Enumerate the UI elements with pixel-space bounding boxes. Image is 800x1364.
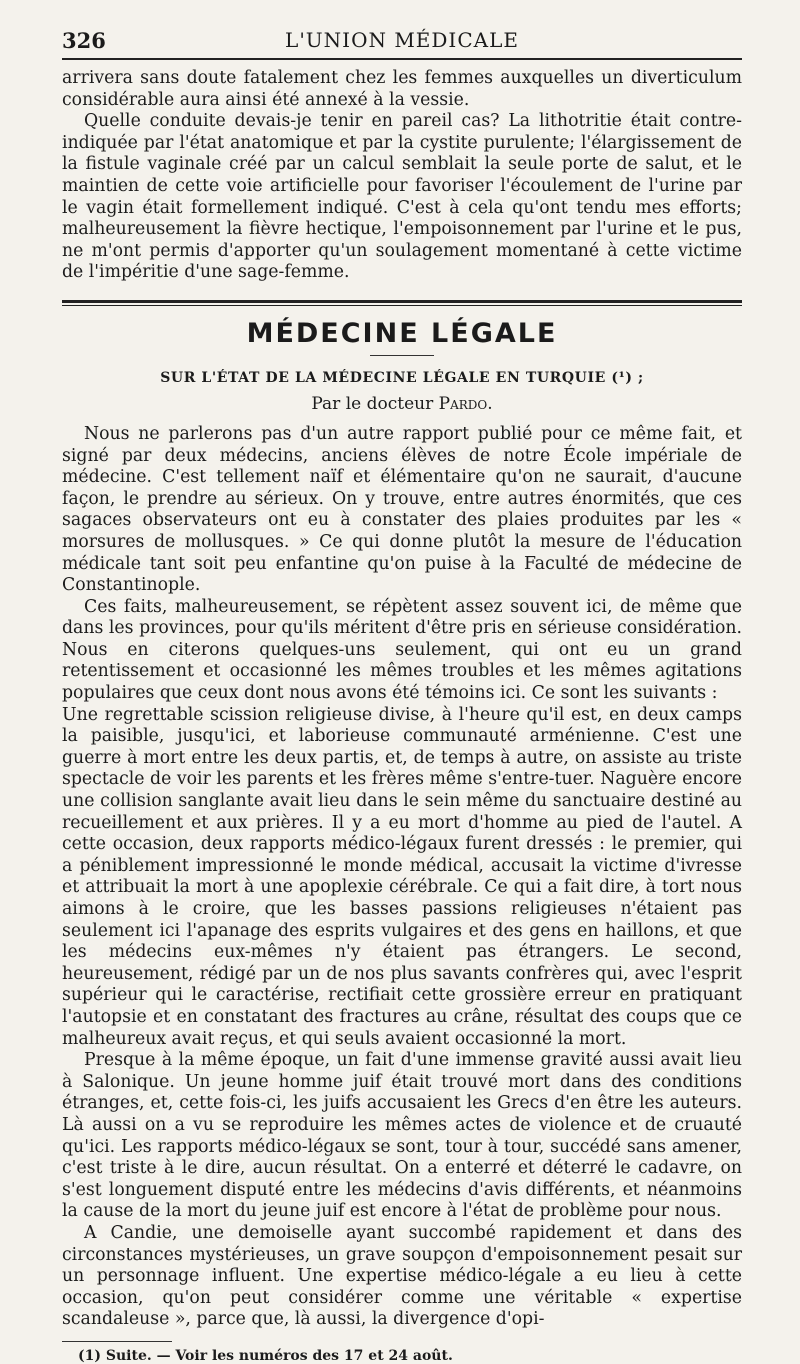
- article-paragraph: A Candie, une demoiselle ayant succombé rapidement et dans des circonstances mystérieuses, un grave soupçon d'empoisonnement pesait sur un personnage influent. Une expertise médico-légale a eu lieu à cette occasion, qu'on peut considérer comme une véritable « expertise scandaleuse », parce que, là aussi, la divergence d'opi-: [62, 1222, 742, 1330]
- section-divider: [62, 300, 742, 306]
- author-name: Pardo.: [438, 393, 493, 414]
- page-number: 326: [62, 28, 106, 53]
- section-title: MÉDECINE LÉGALE: [246, 317, 558, 349]
- byline: [62, 394, 742, 414]
- article-paragraph: Une regrettable scission religieuse divise, à l'heure qu'il est, en deux camps la paisible, jusqu'ici, et laborieuse communauté arménienne. C'est une guerre à mort entre les deux partis, et, de temps à autre, on assiste au triste spectacle de voir les parents et les frères même s'entre-tuer. Naguère encore une collision sanglante avait lieu dans le sein même du sanctuaire destiné au recueillement et aux prières. Il y a eu mort d'homme au pied de l'autel. A cette occasion, deux rapports médico-légaux furent dressés : le premier, qui a péniblement impressionné le monde médical, accusait la victime d'ivresse et attribuait la mort à une apoplexie cérébrale. Ce qui a fait dire, à tort nous aimons à le croire, que les basses passions religieuses n'étaient pas seulement ici l'apanage des esprits vulgaires et des gens en haillons, et que les médecins eux-mêmes n'y étaient pas étrangers. Le second, heureusement, rédigé par un de nos plus savants confrères qui, avec l'esprit supérieur qui le caractérise, rectifiait cette grossière erreur en pratiquant l'autopsie et en constatant des fractures au crâne, résultat des coups que ce malheureux avait reçus, et qui seuls avaient occasionné la mort.: [62, 704, 742, 1049]
- title-underline: [370, 355, 434, 356]
- article-paragraph: Nous ne parlerons pas d'un autre rapport publié pour ce même fait, et signé par deux médecins, anciens élèves de notre École impériale de médecine. C'est tellement naïf et élémentaire qu'on ne saurait, d'aucune façon, le prendre au sérieux. On y trouve, entre autres énormités, que ces sagaces observateurs ont eu à constater des plaies produites par les « morsures de mollusques. » Ce qui donne plutôt la mesure de l'éducation médicale tant soit peu enfantine qu'on puise à la Faculté de médecine de Constantinople.: [62, 423, 742, 596]
- footnote-divider: [62, 1341, 172, 1342]
- article-paragraph: Presque à la même époque, un fait d'une immense gravité aussi avait lieu à Salonique. Un jeune homme juif était trouvé mort dans des conditions étranges, et, cette fois-ci, les juifs accusaient les Grecs d'en être les auteurs. Là aussi on a vu se reproduire les mêmes actes de violence et de cruauté qu'ici. Les rapports médico-légaux se sont, tour à tour, succédé sans amener, c'est triste à le dire, aucun résultat. On a enterré et déterré le cadavre, on s'est longuement disputé entre les médecins d'avis différents, et néanmoins la cause de la mort du jeune juif est encore à l'état de problème pour nous.: [62, 1050, 742, 1222]
- footnote: (1) Suite. — Voir les numéros des 17 et 24 août.: [78, 1347, 453, 1364]
- byline-prefix: Par le docteur: [311, 393, 439, 414]
- article-title: SUR L'ÉTAT DE LA MÉDECINE LÉGALE EN TURQUIE (¹) ;: [160, 369, 644, 386]
- running-head: [62, 22, 742, 60]
- article-paragraph: Ces faits, malheureusement, se répètent assez souvent ici, de même que dans les provinces, pour qu'ils méritent d'être pris en sérieuse considération. Nous en citerons quelques-uns seulement, qui ont eu un grand retentissement et occasionné les mêmes troubles et les mêmes agitations populaires que ceux dont nous avons été témoins ici. Ce sont les suivants :: [62, 596, 742, 704]
- journal-title: L'UNION MÉDICALE: [285, 28, 519, 52]
- intro-paragraph-2: Quelle conduite devais-je tenir en pareil cas? La lithotritie était contre-indiquée par l'état anatomique et par la cystite purulente; l'élargissement de la fistule vaginale créé par un calcul semblait la seule porte de salut, et le maintien de cette voie artificielle pour favoriser l'écoulement de l'urine par le vagin était formellement indiqué. C'est à cela qu'ont tendu mes efforts; malheureusement la fièvre hectique, l'empoisonnement par l'urine et le pus, ne m'ont permis d'apporter qu'un soulagement momentané à cette victime de l'impéritie d'une sage-femme.: [62, 111, 742, 283]
- intro-paragraph-1: arrivera sans doute fatalement chez les femmes auxquelles un diverticulum considérable aura ainsi été annexé à la vessie.: [62, 68, 742, 110]
